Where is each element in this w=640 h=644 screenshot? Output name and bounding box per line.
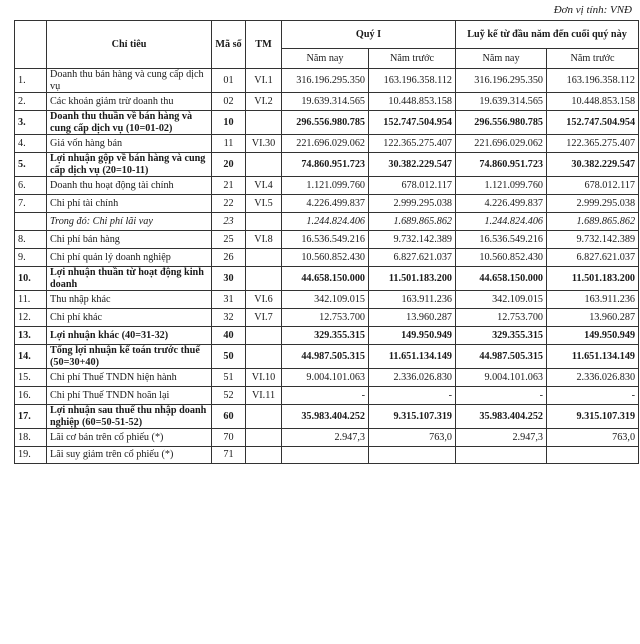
- row-note: VI.8: [246, 231, 282, 249]
- table-row: [15, 309, 639, 327]
- quarter-this-year-value: 1.121.099.760: [282, 177, 369, 195]
- cumulative-last-year-value: 149.950.949: [547, 327, 639, 345]
- table-row: [15, 93, 639, 111]
- row-note: [246, 447, 282, 464]
- row-note: [246, 153, 282, 177]
- row-code: 51: [212, 369, 246, 387]
- cumulative-this-year-value: 1.121.099.760: [456, 177, 547, 195]
- cumulative-this-year-value: 342.109.015: [456, 291, 547, 309]
- row-note: VI.11: [246, 387, 282, 405]
- cumulative-last-year-value: 678.012.117: [547, 177, 639, 195]
- quarter-this-year-value: 35.983.404.252: [282, 405, 369, 429]
- row-number: 3.: [15, 111, 47, 135]
- cumulative-last-year-value: 11.651.134.149: [547, 345, 639, 369]
- row-label: Chi phí Thuế TNDN hoãn lại: [47, 387, 212, 405]
- quarter-this-year-value: 12.753.700: [282, 309, 369, 327]
- cumulative-last-year-value: 11.501.183.200: [547, 267, 639, 291]
- table-row: [15, 177, 639, 195]
- row-note: VI.4: [246, 177, 282, 195]
- quarter-last-year-value: -: [369, 387, 456, 405]
- row-label: Lợi nhuận gộp về bán hàng và cung cấp dịch vụ (20=10-11): [47, 153, 212, 177]
- row-label: Doanh thu hoạt động tài chính: [47, 177, 212, 195]
- row-code: 52: [212, 387, 246, 405]
- cumulative-this-year-value: 296.556.980.785: [456, 111, 547, 135]
- row-label: Doanh thu bán hàng và cung cấp dịch vụ: [47, 69, 212, 93]
- quarter-last-year-value: 11.501.183.200: [369, 267, 456, 291]
- row-note: [246, 249, 282, 267]
- cumulative-last-year-value: 1.689.865.862: [547, 213, 639, 231]
- row-label: Tổng lợi nhuận kế toán trước thuế (50=30+40): [47, 345, 212, 369]
- row-code: 25: [212, 231, 246, 249]
- quarter-last-year-value: 2.336.026.830: [369, 369, 456, 387]
- quarter-last-year-value: 9.315.107.319: [369, 405, 456, 429]
- row-code: 70: [212, 429, 246, 447]
- row-label: Lợi nhuận thuần từ hoạt động kinh doanh: [47, 267, 212, 291]
- quarter-this-year-value: 9.004.101.063: [282, 369, 369, 387]
- row-number: 7.: [15, 195, 47, 213]
- cumulative-last-year-value: -: [547, 387, 639, 405]
- header-ma-so: Mã số: [212, 21, 246, 69]
- row-label: Lợi nhuận sau thuế thu nhập doanh nghiệp (60=50-51-52): [47, 405, 212, 429]
- cumulative-this-year-value: 221.696.029.062: [456, 135, 547, 153]
- row-label: Chi phí tài chính: [47, 195, 212, 213]
- cumulative-this-year-value: 316.196.295.350: [456, 69, 547, 93]
- row-number: 15.: [15, 369, 47, 387]
- cumulative-this-year-value: 19.639.314.565: [456, 93, 547, 111]
- row-code: 11: [212, 135, 246, 153]
- cumulative-this-year-value: 44.987.505.315: [456, 345, 547, 369]
- table-row: [15, 369, 639, 387]
- table-row: [15, 405, 639, 429]
- row-code: 01: [212, 69, 246, 93]
- quarter-this-year-value: 44.987.505.315: [282, 345, 369, 369]
- cumulative-this-year-value: 74.860.951.723: [456, 153, 547, 177]
- row-code: 32: [212, 309, 246, 327]
- row-note: [246, 405, 282, 429]
- row-label: Giá vốn hàng bán: [47, 135, 212, 153]
- quarter-last-year-value: 678.012.117: [369, 177, 456, 195]
- table-body: [15, 69, 639, 464]
- cumulative-last-year-value: [547, 447, 639, 464]
- row-note: VI.2: [246, 93, 282, 111]
- quarter-last-year-value: 10.448.853.158: [369, 93, 456, 111]
- quarter-this-year-value: 44.658.150.000: [282, 267, 369, 291]
- quarter-this-year-value: 74.860.951.723: [282, 153, 369, 177]
- table-row: [15, 135, 639, 153]
- cumulative-this-year-value: -: [456, 387, 547, 405]
- row-note: [246, 213, 282, 231]
- table-row: [15, 429, 639, 447]
- quarter-this-year-value: 329.355.315: [282, 327, 369, 345]
- quarter-last-year-value: 11.651.134.149: [369, 345, 456, 369]
- table-row: [15, 267, 639, 291]
- row-number: 6.: [15, 177, 47, 195]
- row-label: Chi phí khác: [47, 309, 212, 327]
- quarter-last-year-value: 149.950.949: [369, 327, 456, 345]
- table-row: [15, 291, 639, 309]
- row-label: Chi phí Thuế TNDN hiện hành: [47, 369, 212, 387]
- row-code: 26: [212, 249, 246, 267]
- cumulative-this-year-value: 1.244.824.406: [456, 213, 547, 231]
- quarter-last-year-value: 2.999.295.038: [369, 195, 456, 213]
- header-stt: [15, 21, 47, 69]
- quarter-last-year-value: 152.747.504.954: [369, 111, 456, 135]
- row-code: 10: [212, 111, 246, 135]
- row-code: 20: [212, 153, 246, 177]
- row-note: [246, 267, 282, 291]
- row-label: Lãi cơ bản trên cổ phiếu (*): [47, 429, 212, 447]
- row-number: 13.: [15, 327, 47, 345]
- cumulative-this-year-value: 9.004.101.063: [456, 369, 547, 387]
- row-label: Lãi suy giảm trên cổ phiếu (*): [47, 447, 212, 464]
- table-row: [15, 327, 639, 345]
- quarter-this-year-value: 316.196.295.350: [282, 69, 369, 93]
- row-number: [15, 213, 47, 231]
- row-label: Doanh thu thuần về bán hàng và cung cấp dịch vụ (10=01-02): [47, 111, 212, 135]
- row-code: 31: [212, 291, 246, 309]
- row-code: 02: [212, 93, 246, 111]
- row-label: Chi phí quản lý doanh nghiệp: [47, 249, 212, 267]
- cumulative-last-year-value: 9.315.107.319: [547, 405, 639, 429]
- row-code: 50: [212, 345, 246, 369]
- row-code: 21: [212, 177, 246, 195]
- row-number: 9.: [15, 249, 47, 267]
- row-note: VI.7: [246, 309, 282, 327]
- row-note: VI.10: [246, 369, 282, 387]
- table-row: [15, 69, 639, 93]
- cumulative-this-year-value: [456, 447, 547, 464]
- quarter-this-year-value: 2.947,3: [282, 429, 369, 447]
- table-row: [15, 195, 639, 213]
- row-number: 12.: [15, 309, 47, 327]
- cumulative-last-year-value: 152.747.504.954: [547, 111, 639, 135]
- row-note: [246, 327, 282, 345]
- row-number: 16.: [15, 387, 47, 405]
- quarter-last-year-value: 163.196.358.112: [369, 69, 456, 93]
- quarter-last-year-value: 1.689.865.862: [369, 213, 456, 231]
- income-statement-table: [14, 20, 639, 464]
- table-row: [15, 249, 639, 267]
- cumulative-last-year-value: 2.336.026.830: [547, 369, 639, 387]
- row-label: Lợi nhuận khác (40=31-32): [47, 327, 212, 345]
- header-tm: TM: [246, 21, 282, 69]
- quarter-last-year-value: 13.960.287: [369, 309, 456, 327]
- table-row: [15, 111, 639, 135]
- row-number: 10.: [15, 267, 47, 291]
- row-code: 40: [212, 327, 246, 345]
- row-label: Thu nhập khác: [47, 291, 212, 309]
- quarter-last-year-value: 6.827.621.037: [369, 249, 456, 267]
- table-row: [15, 231, 639, 249]
- cumulative-this-year-value: 4.226.499.837: [456, 195, 547, 213]
- row-number: 2.: [15, 93, 47, 111]
- cumulative-this-year-value: 10.560.852.430: [456, 249, 547, 267]
- table-row: [15, 345, 639, 369]
- row-label: Trong đó: Chi phí lãi vay: [47, 213, 212, 231]
- cumulative-last-year-value: 163.196.358.112: [547, 69, 639, 93]
- unit-label: Đơn vị tính: VNĐ: [553, 4, 632, 16]
- row-number: 1.: [15, 69, 47, 93]
- quarter-last-year-value: [369, 447, 456, 464]
- quarter-this-year-value: 1.244.824.406: [282, 213, 369, 231]
- row-code: 60: [212, 405, 246, 429]
- cumulative-last-year-value: 122.365.275.407: [547, 135, 639, 153]
- quarter-last-year-value: 763,0: [369, 429, 456, 447]
- quarter-this-year-value: 221.696.029.062: [282, 135, 369, 153]
- header-chi-tieu: Chỉ tiêu: [47, 21, 212, 69]
- row-note: VI.1: [246, 69, 282, 93]
- cumulative-last-year-value: 30.382.229.547: [547, 153, 639, 177]
- row-code: 30: [212, 267, 246, 291]
- row-number: 11.: [15, 291, 47, 309]
- cumulative-last-year-value: 163.911.236: [547, 291, 639, 309]
- cumulative-last-year-value: 9.732.142.389: [547, 231, 639, 249]
- quarter-last-year-value: 163.911.236: [369, 291, 456, 309]
- row-note: VI.6: [246, 291, 282, 309]
- row-label: Các khoản giảm trừ doanh thu: [47, 93, 212, 111]
- quarter-this-year-value: [282, 447, 369, 464]
- quarter-last-year-value: 9.732.142.389: [369, 231, 456, 249]
- quarter-this-year-value: 10.560.852.430: [282, 249, 369, 267]
- row-note: VI.30: [246, 135, 282, 153]
- table-row: [15, 387, 639, 405]
- cumulative-last-year-value: 10.448.853.158: [547, 93, 639, 111]
- cumulative-last-year-value: 2.999.295.038: [547, 195, 639, 213]
- header-cumulative: Luỹ kế từ đầu năm đến cuối quý này: [456, 21, 639, 49]
- row-number: 17.: [15, 405, 47, 429]
- header-quarter-this-year: Năm nay: [282, 49, 369, 69]
- cumulative-this-year-value: 12.753.700: [456, 309, 547, 327]
- row-note: [246, 111, 282, 135]
- cumulative-this-year-value: 35.983.404.252: [456, 405, 547, 429]
- header-quarter: Quý I: [282, 21, 456, 49]
- header-cumulative-this-year: Năm nay: [456, 49, 547, 69]
- cumulative-this-year-value: 16.536.549.216: [456, 231, 547, 249]
- table-row: [15, 153, 639, 177]
- row-number: 5.: [15, 153, 47, 177]
- row-number: 4.: [15, 135, 47, 153]
- quarter-this-year-value: 296.556.980.785: [282, 111, 369, 135]
- quarter-last-year-value: 30.382.229.547: [369, 153, 456, 177]
- row-number: 8.: [15, 231, 47, 249]
- row-code: 22: [212, 195, 246, 213]
- row-note: [246, 345, 282, 369]
- row-number: 14.: [15, 345, 47, 369]
- quarter-this-year-value: -: [282, 387, 369, 405]
- cumulative-last-year-value: 13.960.287: [547, 309, 639, 327]
- row-label: Chi phí bán hàng: [47, 231, 212, 249]
- row-note: VI.5: [246, 195, 282, 213]
- cumulative-last-year-value: 763,0: [547, 429, 639, 447]
- cumulative-this-year-value: 329.355.315: [456, 327, 547, 345]
- quarter-this-year-value: 342.109.015: [282, 291, 369, 309]
- header-quarter-last-year: Năm trước: [369, 49, 456, 69]
- cumulative-last-year-value: 6.827.621.037: [547, 249, 639, 267]
- table-row: [15, 213, 639, 231]
- row-code: 23: [212, 213, 246, 231]
- table-row: [15, 447, 639, 464]
- cumulative-this-year-value: 2.947,3: [456, 429, 547, 447]
- header-cumulative-last-year: Năm trước: [547, 49, 639, 69]
- cumulative-this-year-value: 44.658.150.000: [456, 267, 547, 291]
- row-number: 18.: [15, 429, 47, 447]
- quarter-this-year-value: 19.639.314.565: [282, 93, 369, 111]
- row-note: [246, 429, 282, 447]
- row-number: 19.: [15, 447, 47, 464]
- row-code: 71: [212, 447, 246, 464]
- quarter-this-year-value: 4.226.499.837: [282, 195, 369, 213]
- quarter-this-year-value: 16.536.549.216: [282, 231, 369, 249]
- quarter-last-year-value: 122.365.275.407: [369, 135, 456, 153]
